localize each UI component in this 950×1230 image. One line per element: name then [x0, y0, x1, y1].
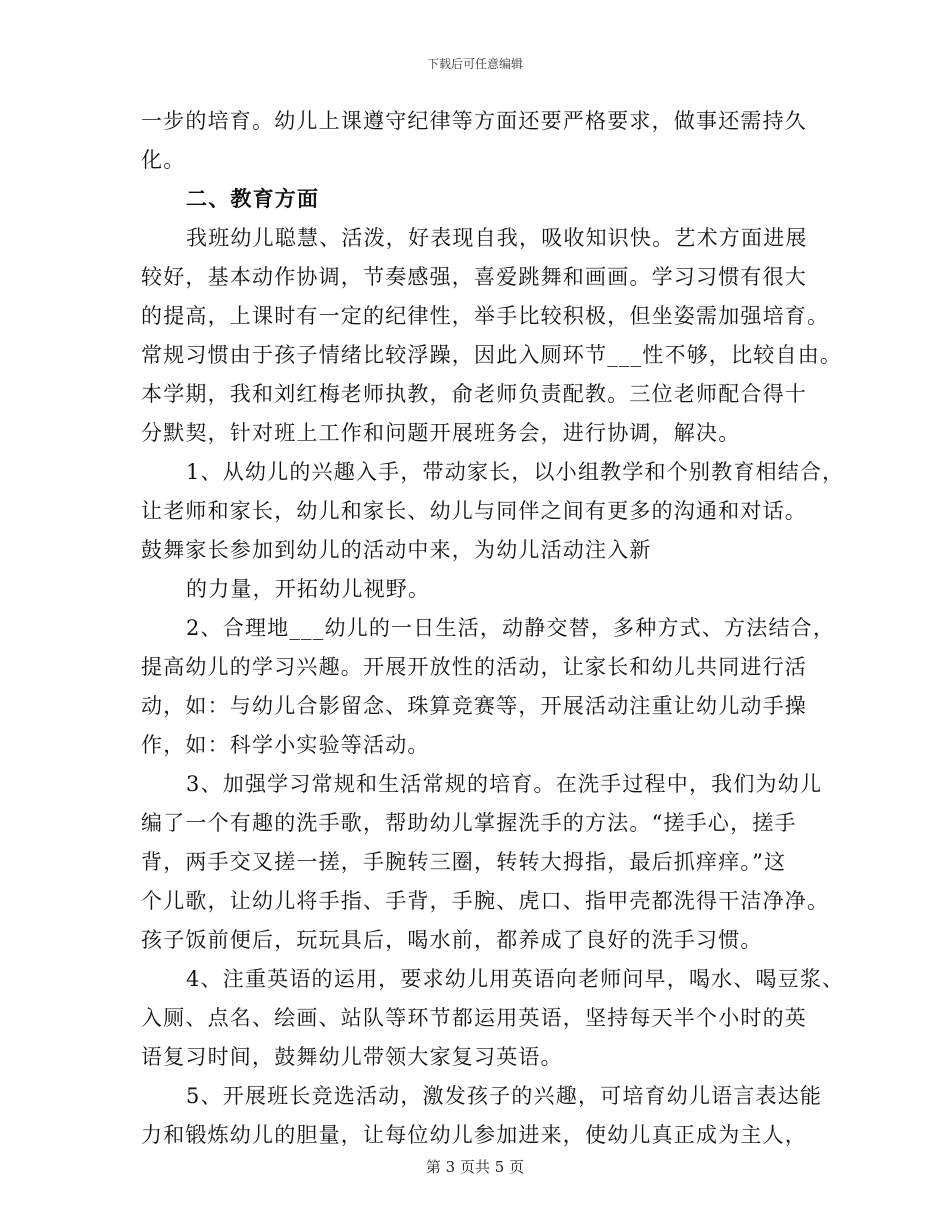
text-line: 化。 [141, 148, 186, 172]
text-line: 背，两手交叉搓一搓，手腕转三圈，转转大拇指，最后抓痒痒。”这 [141, 850, 787, 874]
text-line: 常规习惯由于孩子情绪比较浮躁，因此入厕环节___性不够，比较自由。 [141, 343, 843, 367]
text-line: 的提高，上课时有一定的纪律性，举手比较积极，但坐姿需加强培育。 [141, 304, 830, 328]
text-line: 较好，基本动作协调，节奏感强，喜爱跳舞和画画。学习习惯有很大 [141, 265, 807, 289]
text-line: 分默契，针对班上工作和问题开展班务会，进行协调，解决。 [141, 421, 741, 445]
text-line: 4、注重英语的运用，要求幼儿用英语向老师问早，喝水、喝豆浆、 [186, 967, 845, 991]
text-line: 作，如：科学小实验等活动。 [141, 733, 430, 757]
section-heading: 二、教育方面 [186, 186, 320, 211]
text-line: 语复习时间，鼓舞幼儿带领大家复习英语。 [141, 1045, 563, 1069]
text-line: 我班幼儿聪慧、活泼，好表现自我，吸收知识快。艺术方面进展 [186, 226, 808, 250]
text-line: 提高幼儿的学习兴趣。开展开放性的活动，让家长和幼儿共同进行活 [141, 655, 807, 679]
text-line: 动，如：与幼儿合影留念、珠算竞赛等，开展活动注重让幼儿动手操 [141, 694, 807, 718]
text-line: 鼓舞家长参加到幼儿的活动中来，为幼儿活动注入新 [141, 538, 652, 562]
text-line: 2、合理地___幼儿的一日生活，动静交替，多种方式、方法结合， [186, 616, 836, 640]
text-line: 1、从幼儿的兴趣入手，带动家长，以小组教学和个别教育相结合， [186, 460, 845, 484]
text-line: 的力量，开拓幼儿视野。 [186, 577, 431, 601]
text-line: 让老师和家长，幼儿和家长、幼儿与同伴之间有更多的沟通和对话。 [141, 499, 807, 523]
text-line: 入厕、点名、绘画、站队等环节都运用英语，坚持每天半个小时的英 [141, 1006, 807, 1030]
text-line: 一步的培育。幼儿上课遵守纪律等方面还要严格要求，做事还需持久 [141, 109, 807, 133]
text-line: 3、加强学习常规和生活常规的培育。在洗手过程中，我们为幼儿 [186, 772, 823, 796]
text-line: 孩子饭前便后，玩玩具后，喝水前，都养成了良好的洗手习惯。 [141, 928, 763, 952]
header-note: 下载后可任意编辑 [426, 57, 523, 71]
text-line: 力和锻炼幼儿的胆量，让每位幼儿参加进来，使幼儿真正成为主人， [141, 1123, 807, 1147]
text-line: 编了一个有趣的洗手歌，帮助幼儿掌握洗手的方法。“搓手心，搓手 [141, 811, 797, 835]
text-line: 本学期，我和刘红梅老师执教，俞老师负责配教。三位老师配合得十 [141, 382, 807, 406]
text-line: 5、开展班长竞选活动，激发孩子的兴趣，可培育幼儿语言表达能 [186, 1084, 823, 1108]
page-number: 第 3 页共 5 页 [425, 1158, 525, 1176]
text-line: 个儿歌，让幼儿将手指、手背，手腕、虎口、指甲壳都洗得干洁净净。 [141, 889, 830, 913]
